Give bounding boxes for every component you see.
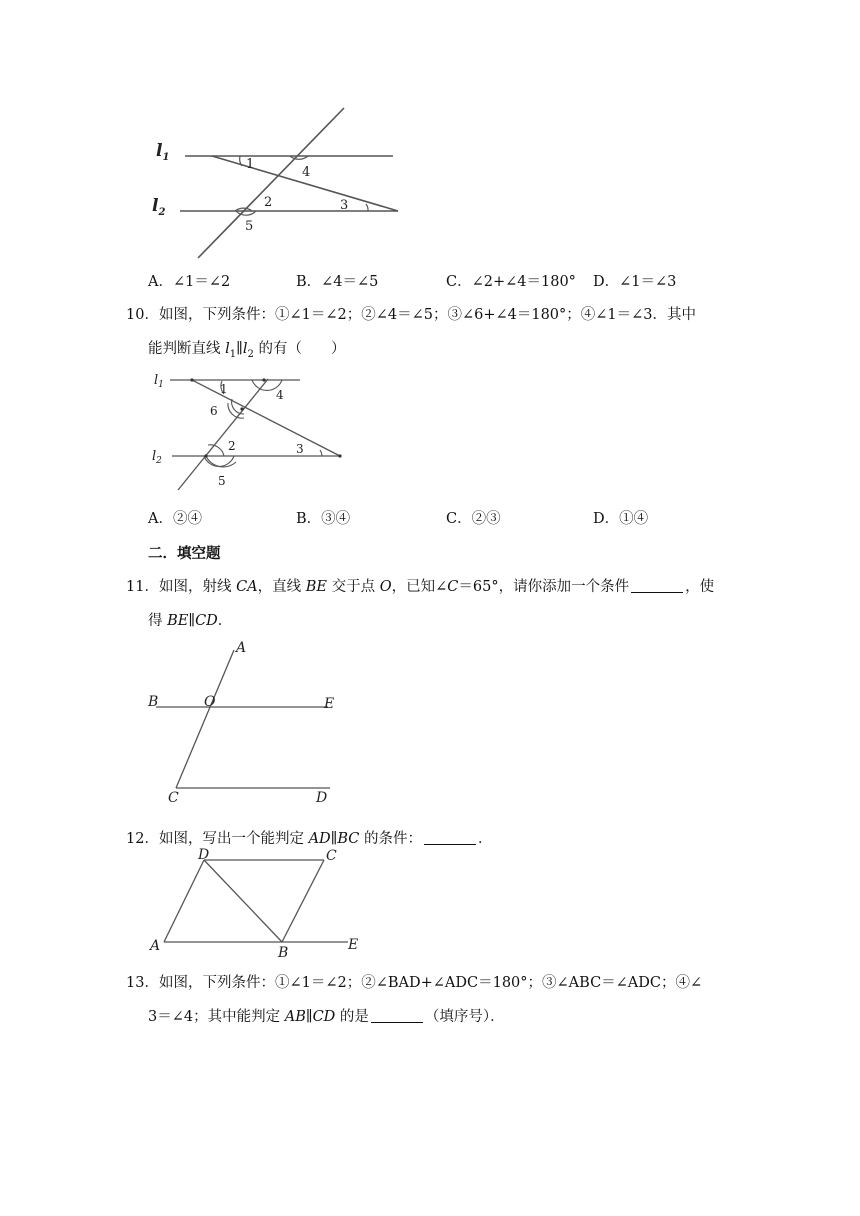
point-label-b: B — [148, 694, 159, 710]
angle-label-4: 4 — [276, 388, 284, 402]
point-label-a: A — [236, 640, 247, 656]
q12-line1: 12．如图，写出一个能判定 AD∥BC 的条件： ． — [126, 831, 493, 847]
q9-option-a: A．∠1＝∠2 — [148, 274, 231, 290]
angle-label-3: 3 — [340, 198, 349, 213]
q10-line2: 能判断直线 $l_1\parallel l_2$ 的有（ ） — [148, 341, 346, 360]
angle-label-4: 4 — [302, 165, 311, 180]
q13-answer-blank[interactable] — [371, 1008, 423, 1023]
label-l1: $l_1$ — [154, 373, 164, 390]
q13-line1: 13．如图，下列条件：①∠1＝∠2；②∠BAD+∠ADC＝180°；③∠ABC＝∠ADC；④∠ — [126, 975, 703, 991]
angle-label-5: 5 — [245, 219, 254, 234]
figure-ray-ca-line-be — [140, 636, 350, 806]
point-label-c: C — [168, 790, 179, 806]
figure-parallelogram-abcd — [146, 846, 366, 958]
q13-line2: 3＝∠4；其中能判定 AB∥CD 的是 （填序号）． — [148, 1009, 505, 1025]
q10-option-a: A．②④ — [148, 511, 202, 527]
q10-option-c: C．②③ — [446, 511, 501, 527]
angle-label-2: 2 — [228, 439, 236, 453]
angle-label-1: 1 — [246, 157, 255, 172]
point-label-c: C — [326, 848, 337, 864]
q9-option-c: C．∠2+∠4＝180° — [446, 274, 576, 290]
section-heading-fill-in: 二．填空题 — [148, 545, 221, 562]
q10-option-b: B．③④ — [296, 511, 351, 527]
label-l2: $l_2$ — [152, 449, 162, 466]
figure-parallel-lines-q10 — [148, 366, 358, 494]
point-label-o: O — [204, 694, 216, 710]
point-label-e: E — [324, 696, 335, 712]
label-l2: $l_2$ — [152, 196, 166, 218]
angle-label-1: 1 — [220, 382, 228, 396]
segment-bc — [282, 860, 324, 942]
segment-db — [204, 860, 282, 942]
q10-line1: 10．如图，下列条件：①∠1＝∠2；②∠4＝∠5；③∠6+∠4＝180°；④∠1＝∠3．其中 — [126, 307, 697, 323]
q9-option-b: B．∠4＝∠5 — [296, 274, 379, 290]
angle-label-3: 3 — [296, 442, 304, 456]
q11-answer-blank[interactable] — [631, 578, 683, 593]
point-label-e: E — [348, 937, 359, 953]
figure-parallel-lines-q9 — [140, 100, 420, 270]
point-label-a: A — [150, 938, 161, 954]
point-label-b: B — [278, 945, 289, 958]
angle-label-2: 2 — [264, 195, 273, 210]
q11-line1: 11．如图，射线 CA，直线 BE 交于点 O，已知∠C＝65°，请你添加一个条件 ，使 — [126, 579, 715, 595]
transversal-line — [198, 108, 344, 258]
point-label-d: D — [316, 790, 328, 806]
angle-label-5: 5 — [218, 474, 226, 488]
point-label-d: D — [198, 847, 210, 863]
q11-line2: 得 BE∥CD． — [148, 613, 233, 629]
label-l1: $l_1$ — [156, 141, 170, 163]
q9-option-d: D．∠1＝∠3 — [593, 274, 677, 290]
q12-answer-blank[interactable] — [424, 830, 476, 845]
angle-label-6: 6 — [210, 404, 218, 418]
q10-option-d: D．①④ — [593, 511, 649, 527]
ray-ca — [176, 650, 234, 788]
segment-ad — [164, 860, 204, 942]
